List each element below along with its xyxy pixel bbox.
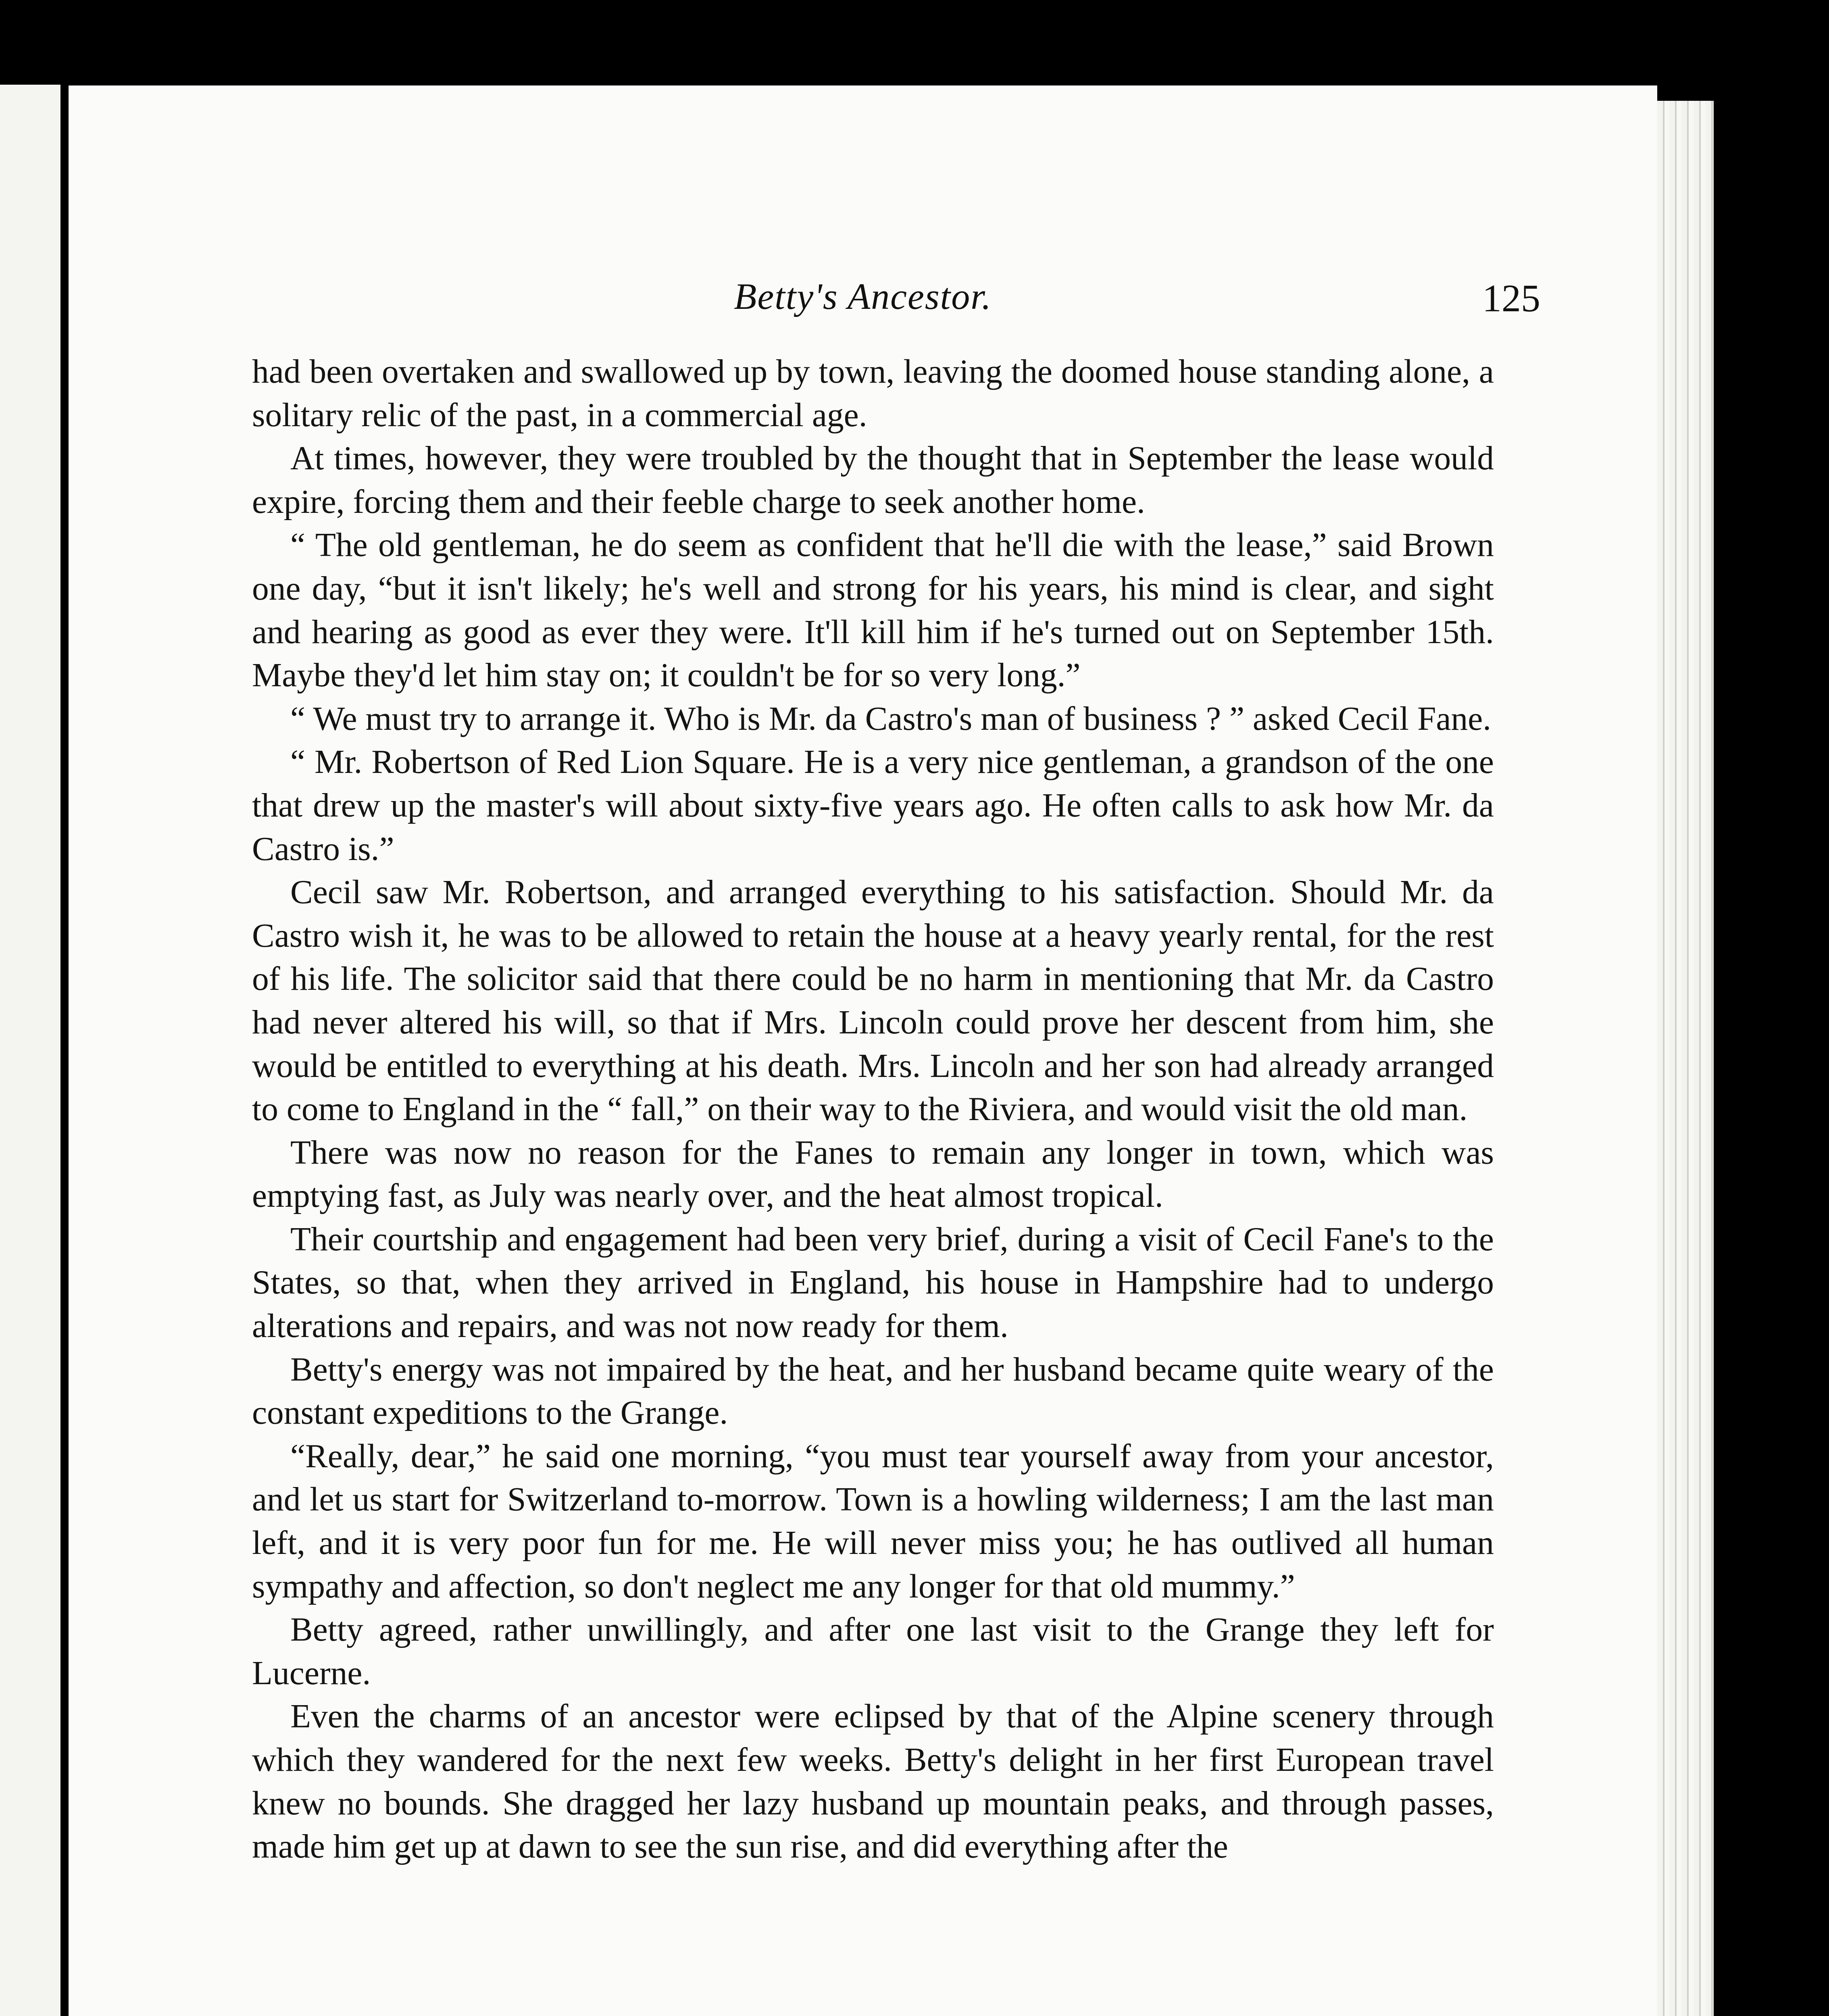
paragraph: Cecil saw Mr. Robertson, and arranged everything to his satisfaction. Should Mr. da Castro wish it, he was to be allowed to retain the house at a heavy yearly rental, for the rest of his life. The solicitor said that there could be no harm in mentioning that Mr. da Castro had never altered his will, so that if Mrs. Lincoln could prove her descent from him, she would be entitled to everything at his death. Mrs. Lincoln and her son had already arranged to come to England in the “ fall,” on their way to the Riviera, and would visit the old man.: [252, 874, 1494, 1128]
paragraph: “ The old gentleman, he do seem as confident that he'll die with the lease,” said Brown one day, “but it isn't likely; he's well and strong for his years, his mind is clear, and sight and hearing as good as ever they were. It'll kill him if he's turned out on September 15th. Maybe they'd let him stay on; it couldn't be for so very long.”: [252, 527, 1494, 694]
book-page: [69, 85, 1657, 2016]
paragraph: “Really, dear,” he said one morning, “you must tear yourself away from your ancestor, and let us start for Switzerland to-morrow. Town is a howling wilderness; I am the last man left, and it is very poor fun for me. He will never miss you; he has outlived all human sympathy and affection, so don't neglect me any longer for that old mummy.”: [252, 1437, 1494, 1605]
page-stack-edges: [1657, 101, 1714, 2016]
running-head: Betty's Ancestor.: [734, 276, 992, 317]
paragraph: “ We must try to arrange it. Who is Mr. da Castro's man of business ? ” asked Cecil Fane.: [290, 700, 1492, 737]
paragraph: Betty agreed, rather unwillingly, and after one last visit to the Grange they left for Lucerne.: [252, 1611, 1494, 1692]
paragraph: Their courtship and engagement had been very brief, during a visit of Cecil Fane's to the States, so that, when they arrived in England, his house in Hampshire had to undergo alterations and repairs, and was not now ready for them.: [252, 1220, 1494, 1345]
paragraph: Betty's energy was not impaired by the heat, and her husband became quite weary of the constant expeditions to the Grange.: [252, 1351, 1494, 1432]
page-header: [69, 275, 1657, 339]
paragraph: There was now no reason for the Fanes to remain any longer in town, which was emptying fast, as July was nearly over, and the heat almost tropical.: [252, 1134, 1494, 1215]
body-text: [252, 350, 1494, 1869]
facing-page-edge: [0, 85, 60, 2016]
paragraph: Even the charms of an ancestor were eclipsed by that of the Alpine scenery through which they wandered for the next few weeks. Betty's delight in her first European travel knew no bounds. She dragged her lazy husband up mountain peaks, and through passes, made him get up at dawn to see the sun rise, and did everything after the: [252, 1698, 1494, 1866]
paragraph: At times, however, they were troubled by the thought that in September the lease would expire, forcing them and their feeble charge to seek another home.: [252, 440, 1494, 521]
page-number: 125: [1482, 277, 1540, 320]
paragraph: “ Mr. Robertson of Red Lion Square. He is a very nice gentleman, a grandson of the one that drew up the master's will about sixty-five years ago. He often calls to ask how Mr. da Castro is.”: [252, 744, 1494, 868]
paragraph: had been overtaken and swallowed up by town, leaving the doomed house standing alone, a solitary relic of the past, in a commercial age.: [252, 353, 1494, 434]
